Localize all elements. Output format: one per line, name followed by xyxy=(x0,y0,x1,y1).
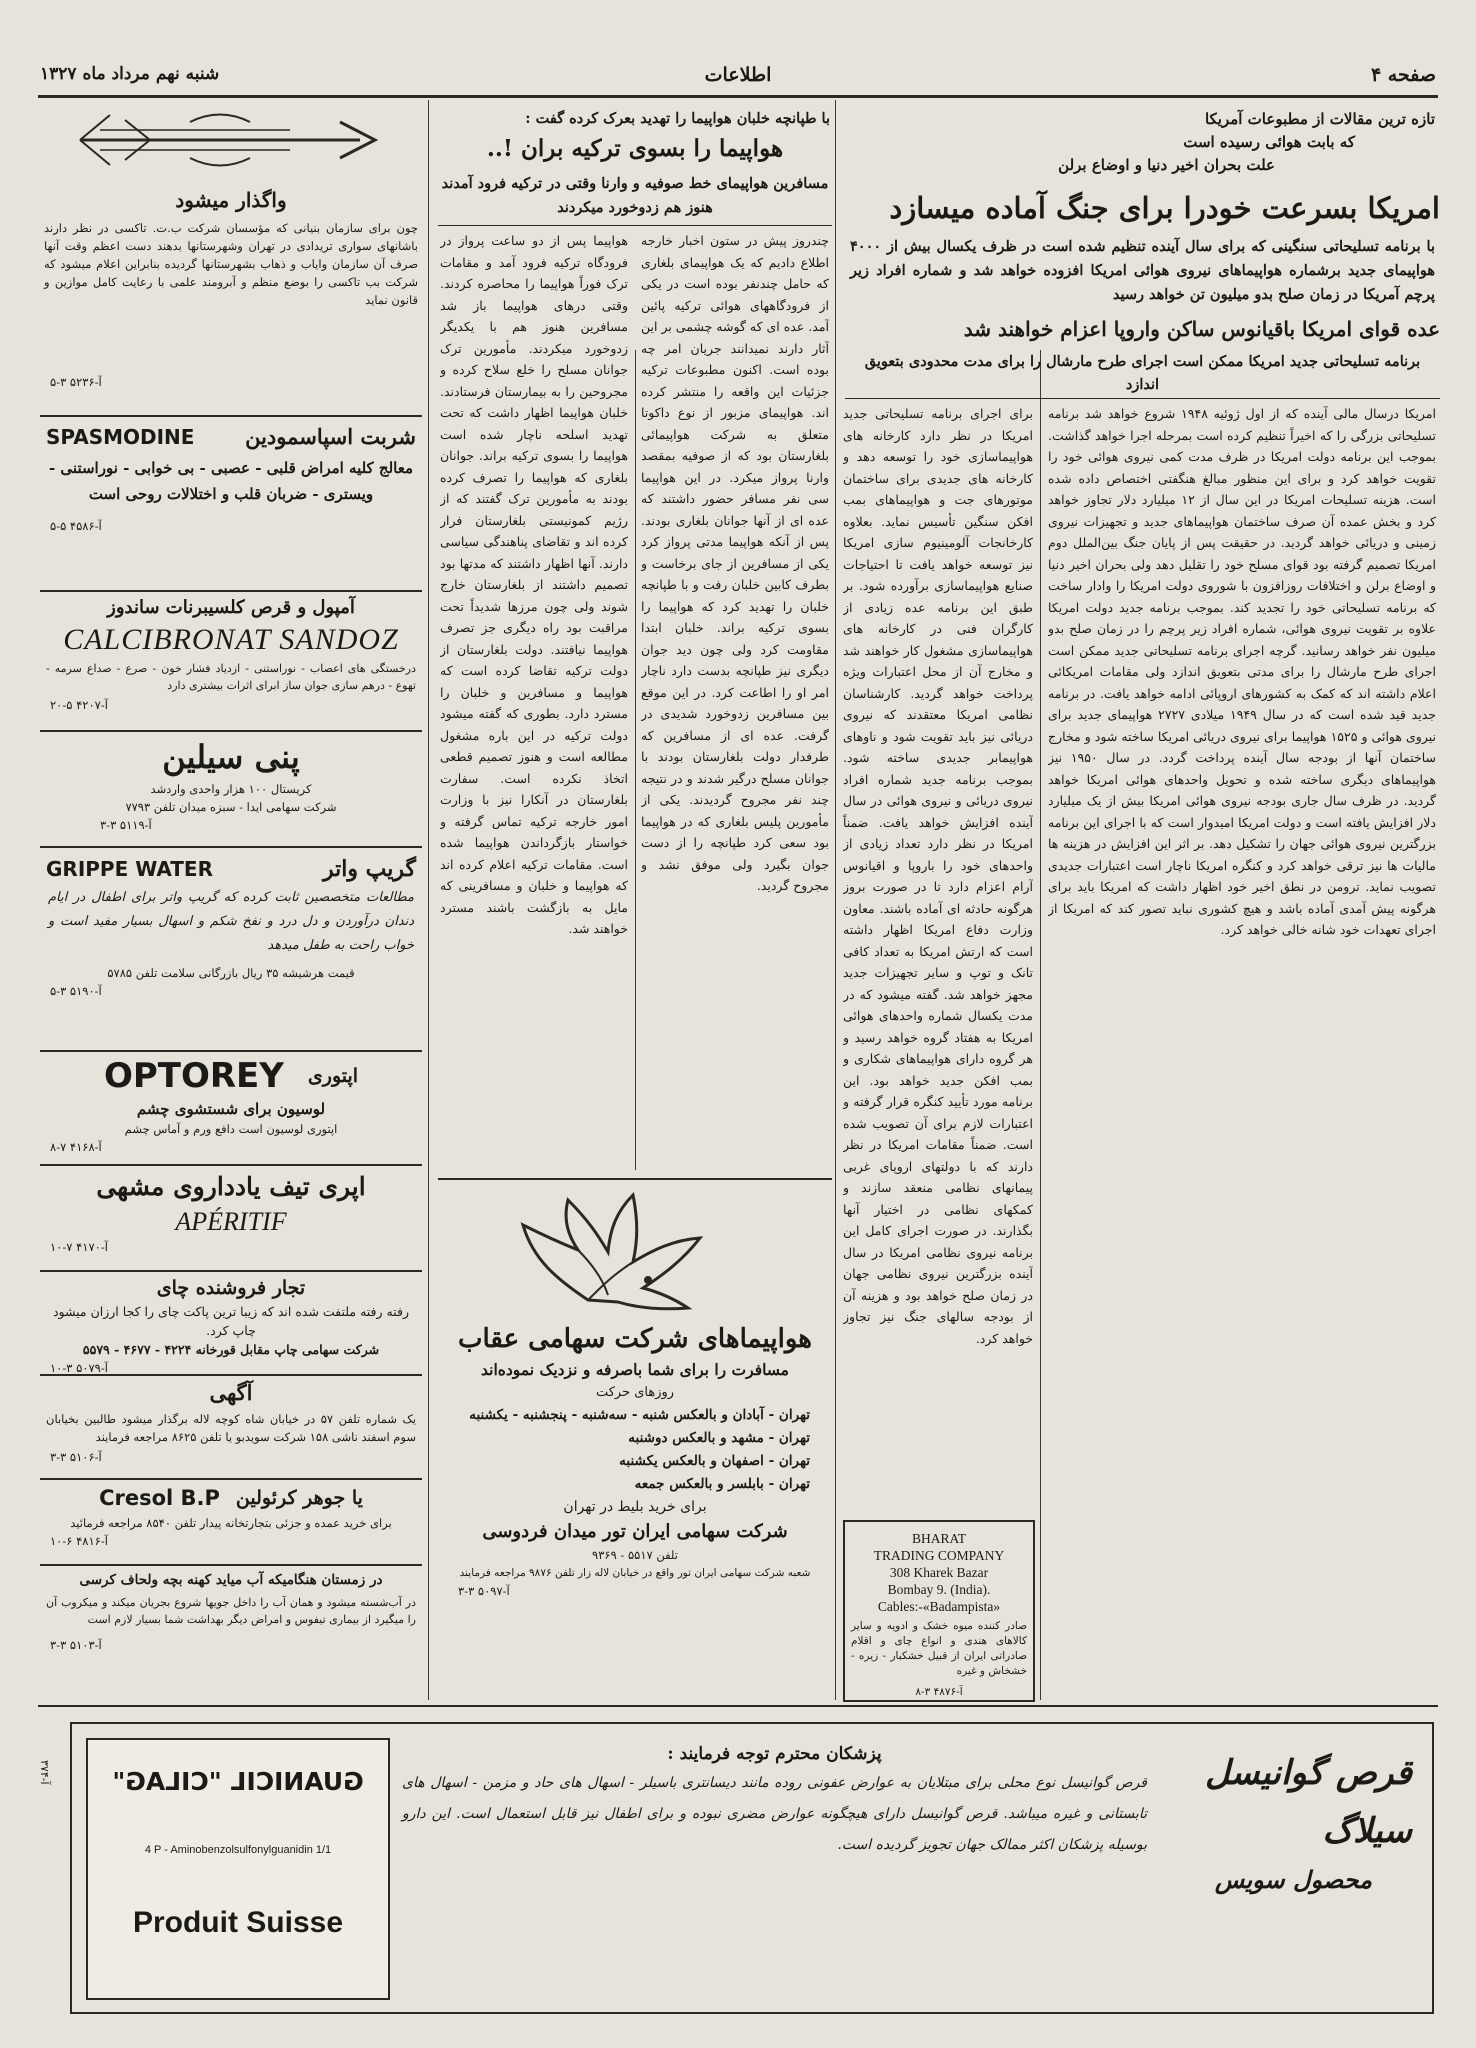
lead-kicker-line-2: که بابت هوائی رسیده است xyxy=(1183,133,1355,151)
spasmodine-code: آ-۴۵۸۶ ۵-۵ xyxy=(50,519,102,533)
bharat-cables: Cables:-«Badampista» xyxy=(877,1599,1001,1614)
penicillin-code: آ-۵۱۱۹ ۳-۳ xyxy=(100,818,152,832)
column-rule xyxy=(428,100,429,1700)
newspaper-name: اطلاعات xyxy=(704,64,772,86)
arrows-title: واگذار میشود xyxy=(175,188,287,212)
calcibronat-body: درخستگی های اعصاب - نوراستنی - ازدیاد فشار خون - صرع - صداع سرمه - تهوع - درهم سازی جوان ساز ابرای اثرات بیشتری دارد xyxy=(46,662,416,692)
spasmodine-persian: شربت اسپاسمودین xyxy=(245,424,416,449)
bharat-code: آ-۴۸۷۶ ۳-۸ xyxy=(915,1686,963,1698)
aqab-ad xyxy=(438,1178,832,1700)
tea-ad xyxy=(40,1274,422,1376)
gripe-code: آ-۵۱۹۰ ۳-۵ xyxy=(50,984,102,998)
penicillin-line-1: کریستال ۱۰۰ هزار واحدی واردشد xyxy=(150,782,312,796)
aqab-route: تهران - آبادان و بالعکس شنبه - سه‌شنبه - پنجشنبه - یکشنبه xyxy=(469,1407,810,1423)
winter-code: آ-۵۱۰۳ ۳-۳ xyxy=(50,1638,102,1652)
guanicil-brand: قرص گوانیسل سیلاگ xyxy=(1205,1753,1412,1851)
bottom-ad-rule xyxy=(38,1705,1438,1707)
aperitif-ad xyxy=(40,1168,422,1272)
guanicil-notice-title: پزشکان محترم توجه فرمایند : xyxy=(667,1744,882,1764)
guanicil-produit: Produit Suisse xyxy=(132,1906,344,1939)
winter-title: در زمستان هنگامیکه آب میاید کهنه بچه ولحاف کرسی xyxy=(79,1572,383,1588)
turkey-deck-rule xyxy=(438,225,832,226)
arrows-code: آ-۵۲۳۶ ۳-۵ xyxy=(50,375,102,389)
cresol-ad xyxy=(40,1482,422,1566)
optorey-line-1: لوسیون برای شستشوی چشم xyxy=(136,1100,326,1118)
column-rule xyxy=(1040,350,1041,1700)
penicillin-line-2: شرکت سهامی ایدا - سبزه میدان تلفن ۷۷۹۳ xyxy=(125,800,337,814)
guanicil-notice-body: قرص گوانیسل نوع محلی برای مبتلایان به عوارض عفونی روده مانند دیسانتری باسیلر - اسهال های حاد و مزمن - اسهال های تابستانی و غیره میباشد. قرص گوانیسل دارای هیچگونه عوارض مضری نبوده و برای اطفال نیز قابل استعمال است. این دارو بوسیله پزشکان اکثر ممالک جهان تجویز گردیده است. xyxy=(402,1775,1147,1853)
tea-line-2: شرکت سهامی چاپ مقابل قورخانه ۴۲۲۴ - ۴۶۷۷ - ۵۵۷۹ xyxy=(82,1342,380,1357)
optorey-ad xyxy=(40,1054,422,1166)
winter-ad xyxy=(40,1568,422,1698)
gripe-price: قیمت هرشیشه ۳۵ ریال بازرگانی سلامت تلفن ۵۷۸۵ xyxy=(107,966,355,980)
aqab-company: شرکت سهامی ایران تور میدان فردوسی xyxy=(482,1521,788,1542)
aperitif-latin: APÉRITIF xyxy=(175,1207,287,1236)
aqab-route: تهران - بابلسر و بالعکس جمعه xyxy=(634,1476,810,1492)
header-rule xyxy=(38,95,1438,98)
aqab-phone: تلفن ۵۵۱۷ - ۹۳۶۹ xyxy=(592,1548,678,1562)
gripe-water-ad xyxy=(40,850,422,1052)
bharat-city: Bombay 9. (India). xyxy=(887,1582,991,1597)
tea-code: آ-۵۰۷۹ ۳-۱۰ xyxy=(50,1361,108,1375)
bharat-body: صادر کننده میوه خشک و ادویه و سایر کالاهای هندی و انواع چای و اقلام صادراتی ایران از قبیل خشکبار - زیره - خشخاش و غیره xyxy=(851,1620,1027,1677)
aqab-ticket: برای خرید بلیط در تهران xyxy=(563,1499,707,1515)
cresol-latin: Cresol B.P xyxy=(99,1486,220,1510)
calcibronat-persian: آمپول و قرص کلسیبرنات ساندوز xyxy=(107,597,355,618)
notice-body: یک شماره تلفن ۵۷ در خیابان شاه کوچه لاله برگذار میشود طالبین بخیابان سوم اسفند ناشی ۱۵۸ شرکت سویدبو یا تلفن ۸۶۲۵ مراجعه فرمایند xyxy=(46,1412,416,1444)
notice-code: آ-۵۱۰۶ ۳-۳ xyxy=(50,1450,102,1464)
lead-headline: امریکا بسرعت خودرا برای جنگ آماده میسازد xyxy=(889,191,1440,225)
calcibronat-code: آ-۴۲۰۷ ۵-۲۰ xyxy=(50,698,108,712)
calcibronat-ad xyxy=(40,594,422,732)
turkey-deck: مسافرین هواپیمای خط صوفیه و وارنا وقتی در ترکیه فرود آمدند هنوز هم زدوخورد میکردند xyxy=(441,175,829,216)
penicillin-ad xyxy=(40,734,422,848)
aqab-note: شعبه شرکت سهامی ایران تور واقع در خیابان لاله زار تلفن ۹۸۷۶ مراجعه فرمایند xyxy=(459,1567,811,1579)
aqab-code: آ-۵۰۹۷ ۳-۳ xyxy=(458,1584,510,1598)
aqab-route: تهران - اصفهان و بالعکس یکشنبه xyxy=(619,1453,810,1469)
tea-title: تجار فروشنده چای xyxy=(156,1277,306,1299)
lead-kicker-line-1: تازه ترین مقالات از مطبوعات آمریکا xyxy=(1204,110,1435,128)
lead-kicker-line-3: علت بحران اخیر دنیا و اوضاع برلن xyxy=(1058,156,1275,174)
lead-column-right: امریکا درسال مالی آینده که از اول ژوئیه ۱۹۴۸ شروع خواهد شد برنامه تسلیحاتی بزرگی را که اخیراً تنظیم کرده است بمرحله اجرا خواهد گذاشت. بموجب این برنامه دولت امریکا در ظرف مدت کمی نیروی هوائی خود را تقویت خواهد کرد و برای این منظور مبالغ هنگفتی اختصاص داده شده است. هزینه تسلیحات امریکا در این سال از ۱۲ میلیارد دلار تجاوز خواهد کرد و بخش عمده آن صرف ساختمان هواپیماهای جدید و تجهیزات نیروی زمینی و دریائی خواهد گردید. در حقیقت پس از پایان جنگ بین‌الملل دوم امریکا تصمیم گرفته بود قوای مسلح خود را تقلیل دهد ولی بحران اخیر دنیا و اوضاع برلن و اختلافات روزافزون با شوروی دولت امریکا را وادار ساخت که برنامه تسلیحاتی خود را تجدید کند. بموجب برنامه جدید دولت امریکا علاوه بر تقویت نیروی هوائی، شماره افراد زیر پرچم را در زمان صلح بدو میلیون نفر خواهد رسانید. گرچه اجرای برنامه تسلیحاتی جدید ممکن است اجرای طرح مارشال را برای مدتی بتعویق اندازد ولی مقامات امریکائی اعلام داشته اند که کمک به کشورهای اروپائی ادامه خواهد یافت. در برنامه جدید قید شده است که در سال ۱۹۴۹ میلادی ۲۷۲۷ هواپیمای جدید برای نیروی هوائی و ۱۵۲۵ هواپیما برای نیروی دریائی امریکا ساخته شود و مخارج ساختمان آنها از بودجه سال آینده پرداخت گردد. در سال ۱۹۵۰ نیز هواپیماهای دیگری ساخته شده و تحویل واحدهای هوائی امریکا خواهد گردید. در ظرف سال جاری بودجه نیروی هوائی امریکا بیش از یک میلیارد دلار افزایش یافته است و دولت امریکا امیدوار است که با اجرای این برنامه بزرگترین نیروی هوائی جهان را تشکیل دهد. بر اثر این افزایش در هزینه ها مالیات ها نیز ترقی خواهد کرد و کنگره امریکا ناچار است اعتبارات جدیدی تصویب نماید. ترومن در نطق اخیر خود اظهار داشت که امریکا باید برای هرگونه پیش آمدی آماده باشد و هیچ کشوری نباید تصور کند که امریکا از اجرای تعهدات خود شانه خالی خواهد کرد. xyxy=(1048,406,1436,937)
bharat-name: BHARAT xyxy=(911,1531,966,1546)
lead-deck-2: عده قوای امریکا باقیانوس ساکن واروپا اعزام خواهند شد xyxy=(963,317,1440,341)
winter-body: در آب‌شسته میشود و همان آب را داخل جویها شروع بجریان میکند و میکروب آن را میگیرد از بیماری تیفوس و امراض دیگر بهداشت شما بسیار لازم است xyxy=(46,1596,416,1626)
calcibronat-latin: CALCIBRONAT SANDOZ xyxy=(63,623,399,656)
gripe-body: مطالعات متخصصین ثابت کرده که گریپ واتر برای اطفال در ایام دندان درآوردن و دل درد و نفخ شکم و اسهال بسیار مفید است و خواب راحت به طفل میدهد xyxy=(48,890,414,953)
spasmodine-body: معالج کلیه امراض قلبی - عصبی - بی خوابی - نوراستنی - ویستری - ضربان قلب و اختلالات روحی است xyxy=(48,459,414,503)
guanicil-latin: GUANICIL "CILAG" xyxy=(112,1767,364,1796)
spasmodine-ad xyxy=(40,420,422,592)
column-rule xyxy=(635,350,636,1170)
cresol-code: آ-۴۸۱۶ ۶-۱۰ xyxy=(50,1534,108,1548)
lead-deck-rule xyxy=(845,398,1440,399)
aperitif-persian: اپری تیف یادداروی مشهی xyxy=(96,1172,366,1201)
turkey-column-right: چندروز پیش در ستون اخبار خارجه اطلاع دادیم که یک هواپیمای بلغاری که حامل چندنفر بوده است در یکی از فرودگاههای هوائی ترکیه پائین آمد. عده ای که گوشه چشمی بر این آثار دارند نمیدانند جریان امر چه بوده است. اکنون مطبوعات ترکیه جزئیات این واقعه را منتشر کرده اند. هواپیمای مزبور از نوع داکوتا متعلق به شرکت هواپیمائی بلغارستان بود که از صوفیه بمقصد وارنا پرواز میکرد. در این هواپیما سی نفر مسافر حضور داشتند که عده ای از آنها جوانان بلغاری بودند. پس از آنکه هواپیما مدتی پرواز کرد یکی از مسافرین از جای برخاست و بطرف کابین خلبان رفت و با طپانچه خلبان را تهدید کرد که هواپیما را بسوی ترکیه براند. خلبان ابتدا مقاومت کرد ولی چون دید جوان دیگری نیز طپانچه بدست دارد ناچار امر او را اطاعت کرد. در این موقع بین مسافرین زدوخورد شدیدی در گرفت. عده ای از مسافرین که طرفدار دولت بلغارستان بودند با جوانان مسلح درگیر شدند و در نتیجه چند نفر مجروح گردیدند. یکی از مأمورین پلیس بلغاری که در هواپیما بود سعی کرد طپانچه را از دست جوان بگیرد ولی موفق نشد و مجروح گردید. xyxy=(641,233,829,893)
turkey-kicker: با طپانچه خلبان هواپیما را تهدید بعرک کرده گفت : xyxy=(525,110,830,127)
aqab-subtitle: مسافرت را برای شما باصرفه و نزدیک نموده‌اند xyxy=(481,1360,789,1379)
optorey-line-2: اپتوری لوسیون است دافع ورم و آماس چشم xyxy=(124,1122,338,1136)
column-rule xyxy=(835,100,836,1700)
lead-deck-1: با برنامه تسلیحاتی سنگینی که برای سال آینده تنظیم شده است در ظرف یکسال بیش از ۴۰۰۰ هواپیمای جدید برشماره هواپیماهای نیروی هوائی امریکا افزوده خواهد شد و شماره افراد زیر پرچم آمریکا در زمان صلح بدو میلیون تن خواهد رسید xyxy=(850,238,1435,303)
cresol-body: برای خرید عمده و جزئی بتجارتخانه پیدار تلفن ۸۵۴۰ مراجعه فرمائید xyxy=(70,1516,392,1530)
aperitif-code: آ-۴۱۷۰ ۷-۱۰ xyxy=(50,1240,108,1254)
aqab-route: تهران - مشهد و بالعکس دوشنبه xyxy=(628,1430,810,1446)
optorey-latin: OPTOREY xyxy=(103,1056,284,1096)
lead-kicker xyxy=(850,108,1435,177)
notice-ad xyxy=(40,1378,422,1480)
gripe-persian: گریپ واتر xyxy=(323,856,416,882)
notice-title: آگهی xyxy=(209,1380,253,1405)
arrows-icon xyxy=(40,100,422,185)
spasmodine-latin: SPASMODINE xyxy=(46,424,195,449)
gripe-latin: GRIPPE WATER xyxy=(46,857,213,881)
lead-deck-3: برنامه تسلیحاتی جدید امریکا ممکن است اجرای طرح مارشال را برای مدت محدودی بتعویق اندازد xyxy=(864,353,1421,393)
bharat-ad xyxy=(843,1520,1035,1702)
bharat-address: 308 Kharek Bazar xyxy=(889,1565,989,1580)
eagle-icon xyxy=(438,1180,832,1320)
optorey-persian: اپتوری xyxy=(307,1065,359,1087)
optorey-code: آ-۴۱۶۸ ۷-۸ xyxy=(50,1140,102,1154)
guanicil-brand-sub: محصول سویس xyxy=(1214,1865,1372,1894)
penicillin-title: پنی سیلین xyxy=(162,738,300,776)
issue-date: شنبه نهم مرداد ماه ۱۳۲۷ xyxy=(40,64,220,84)
page-number: صفحه ۴ xyxy=(1370,64,1436,86)
guanicil-chem: 4 P - Aminobenzolsulfonylguanidin 1/1 xyxy=(144,1844,332,1856)
arrows-body: چون برای سازمان بنیانی که مؤسسان شرکت ب.ت. تاکسی در نظر دارند باشانهای سواری تریدادی در تهران وشهرستانها بدهند دست اعظم وقت آنها صرف آن سازمان وایاب و ذهاب بشهرستانها گردیده بنابراین اعلام میشود که شرکت بب تاکسی را بوضع منظم و آبرومند علمی با رعایت کامل موازین و قانون نماید xyxy=(44,221,418,307)
cresol-persian: یا جوهر کرئولین xyxy=(235,1487,363,1509)
arrows-ad xyxy=(40,100,422,417)
turkey-headline: هواپیما را بسوی ترکیه بران !.. xyxy=(486,135,784,162)
aqab-title: هواپیماهای شرکت سهامی عقاب xyxy=(458,1324,812,1354)
tea-line-1: رفته رفته ملتفت شده اند که زیبا ترین پاکت چای را کجا ارزان میشود چاپ کرد. xyxy=(52,1304,410,1338)
turkey-column-left: هواپیما پس از دو ساعت پرواز در فرودگاه ترکیه فرود آمد و مقامات ترک فوراً هواپیما را محاصره کردند. وقتی درهای هواپیما باز شد مسافرین هنوز هم با یکدیگر زدوخورد میکردند. مأمورین ترک جوانان مسلح را خلع سلاح کرده و مجروحین را به بیمارستان فرستادند. خلبان هواپیما اظهار داشت که تحت تهدید اسلحه ناچار شده است هواپیما را بسوی ترکیه براند. جوانان بلغاری که هواپیما را تصرف کرده بودند به مأمورین ترک گفتند که از رژیم کمونیستی بلغارستان فرار کرده اند و تقاضای پناهندگی سیاسی دارند. آنها اظهار داشتند که مدتها بود تصمیم داشتند از بلغارستان خارج شوند ولی چون مرزها شدیداً تحت مراقبت بود راه دیگری جز تصرف هواپیما نیافتند. دولت بلغارستان از دولت ترکیه تقاضا کرده است که هواپیما و مسافرین و خلبان را مسترد دارد. بطوری که گفته میشود دولت ترکیه در این باره مشغول مطالعه است و هنوز تصمیم قطعی اتخاذ نکرده است. سفارت بلغارستان در آنکارا نیز با وزارت امور خارجه ترکیه تماس گرفته و خواستار بازگرداندن هواپیما شده است. مقامات ترکیه اعلام کرده اند که هواپیما و خلبان و مسافرینی که مایل به بازگشت باشند مسترد خواهند شد. xyxy=(440,233,628,936)
aqab-days-label: روزهای حرکت xyxy=(595,1385,675,1400)
bharat-company: TRADING COMPANY xyxy=(873,1548,1005,1563)
guanicil-side-code: آ-۳۷۴ xyxy=(38,1760,51,1785)
guanicil-ad xyxy=(70,1722,1434,2014)
lead-column-left: برای اجرای برنامه تسلیحاتی جدید امریکا در نظر دارد کارخانه های هواپیماسازی خود را توسعه دهد و کارخانه های جدیدی برای ساختمان موتورهای جت و هواپیماهای بمب افکن سنگین تأسیس نماید. بعلاوه کارخانجات آلومینیوم سازی امریکا نیز توسعه خواهد یافت تا احتیاجات صنایع هواپیماسازی برآورده شود. بر طبق این برنامه عده زیادی از کارگران فنی در کارخانه های هواپیماسازی مشغول کار خواهند شد و مخارج آن از محل اعتبارات ویژه پرداخت خواهد گردید. کارشناسان نظامی امریکا معتقدند که نیروی دریائی نیز باید تقویت شود و ناوهای هواپیمابر جدیدی ساخته شود. بموجب برنامه جدید شماره افراد نیروی دریائی و نیروی هوائی در سال آینده افزایش خواهد یافت. ضمناً امریکا در نظر دارد تعداد زیادی از واحدهای خود را باروپا و اقیانوس آرام اعزام دارد تا در صورت بروز هرگونه حادثه ای آماده باشند. معاون وزارت دفاع امریکا اظهار داشته است که ارتش امریکا به تعداد کافی تانک و توپ و سایر تجهیزات جدید مجهز خواهد شد. گفته میشود که در مدت یکسال شماره واحدهای هوائی امریکا به هفتاد گروه خواهد رسید و هر گروه دارای هواپیماهای شکاری و بمب افکن جدید خواهد بود. این برنامه مورد تأیید کنگره قرار گرفته و اعتبارات لازم برای آن تصویب شده است. ضمناً مقامات امریکا در نظر دارند که با دولتهای اروپای غربی پیمانهای نظامی منعقد سازند و کمکهای نظامی در اختیار آنها بگذارند. در صورت اجرای کامل این برنامه نیروی نظامی امریکا در سال آینده بزرگترین نیروی نظامی جهان در زمان صلح خواهد بود و هزینه آن از بودجه سالهای جنگ نیز تجاوز خواهد کرد. xyxy=(843,406,1033,1346)
